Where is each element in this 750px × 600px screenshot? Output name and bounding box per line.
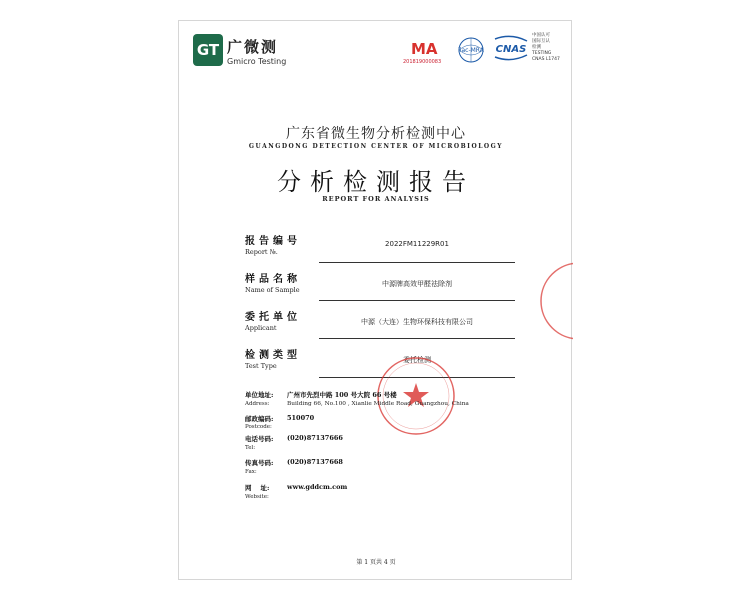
- field-underline: [319, 338, 515, 339]
- cnas-line: TESTING: [532, 51, 552, 56]
- field-label-cn: 报告编号: [245, 236, 301, 247]
- test-type-value: 委托检测: [403, 356, 431, 364]
- center-title-cn: 广东省微生物分析检测中心: [286, 126, 466, 142]
- logo-text: GT: [196, 41, 220, 59]
- cnas-line: 国际互认: [532, 39, 550, 44]
- gmicro-logo-icon: [193, 34, 223, 66]
- address-label: 单位地址:: [245, 391, 274, 399]
- tel-value: (020)87137666: [287, 434, 343, 442]
- address-label-en: Address:: [245, 401, 270, 407]
- website-label-en: Website:: [245, 494, 269, 500]
- cma-mark-icon: [409, 39, 447, 57]
- tel-label: 电话号码:: [245, 435, 274, 443]
- field-label-cn: 检测类型: [245, 350, 301, 361]
- ilac-mark-text: ilac-MRA: [458, 47, 484, 54]
- cnas-description: [532, 33, 570, 63]
- field-label-en: Report №.: [245, 248, 278, 256]
- report-number-value: 2022FM11229R01: [385, 240, 449, 248]
- cnas-line: 中国认可: [532, 33, 550, 38]
- field-label-cn: 委托单位: [245, 312, 301, 323]
- page-number: 第 1 页共 4 页: [356, 559, 396, 566]
- seam-seal-icon: [539, 259, 573, 343]
- tel-label-en: Tel:: [245, 445, 256, 451]
- field-label-cn: 样品名称: [245, 274, 301, 285]
- cnas-mark-text: CNAS: [495, 44, 527, 55]
- brand-name-en: Gmicro Testing: [227, 57, 287, 66]
- report-title-cn: 分析检测报告: [277, 168, 475, 196]
- field-label-en: Name of Sample: [245, 286, 300, 294]
- cma-number: 201819000083: [403, 59, 442, 65]
- cnas-line: 检测: [532, 45, 541, 50]
- ilac-mra-icon: [453, 36, 489, 64]
- postcode-label: 邮政编码:: [245, 415, 274, 423]
- field-label-en: Applicant: [245, 324, 277, 332]
- report-page: [178, 20, 572, 580]
- fax-label-en: Fax:: [245, 469, 257, 475]
- field-underline: [319, 300, 515, 301]
- fax-label: 传真号码:: [245, 459, 274, 467]
- website-value: www.gddcm.com: [287, 483, 348, 491]
- cma-mark-text: MA: [411, 40, 438, 57]
- address-value-en: Building 66, No.100 , Xianlie Middle Road, Guangzhou, China: [287, 401, 469, 407]
- cnas-line: CNAS L1747: [532, 57, 560, 62]
- postcode-value: 510070: [287, 414, 315, 422]
- sample-name-value: 中源牌高效甲醛祛除剂: [382, 280, 452, 288]
- fax-value: (020)87137668: [287, 458, 343, 466]
- postcode-label-en: Postcode:: [245, 424, 272, 430]
- website-label: 网 址:: [245, 484, 270, 492]
- applicant-value: 中源（大连）生物环保科技有限公司: [361, 318, 473, 326]
- center-title-en: GUANGDONG DETECTION CENTER OF MICROBIOLOGY: [248, 143, 504, 150]
- address-value-cn: 广州市先烈中路 100 号大院 66 号楼: [287, 391, 397, 399]
- field-label-en: Test Type: [245, 362, 277, 370]
- report-title-en: REPORT FOR ANALYSIS: [322, 195, 430, 203]
- field-underline: [319, 262, 515, 263]
- brand-name-cn: 广微测: [227, 38, 279, 56]
- cnas-mark-icon: [491, 35, 531, 61]
